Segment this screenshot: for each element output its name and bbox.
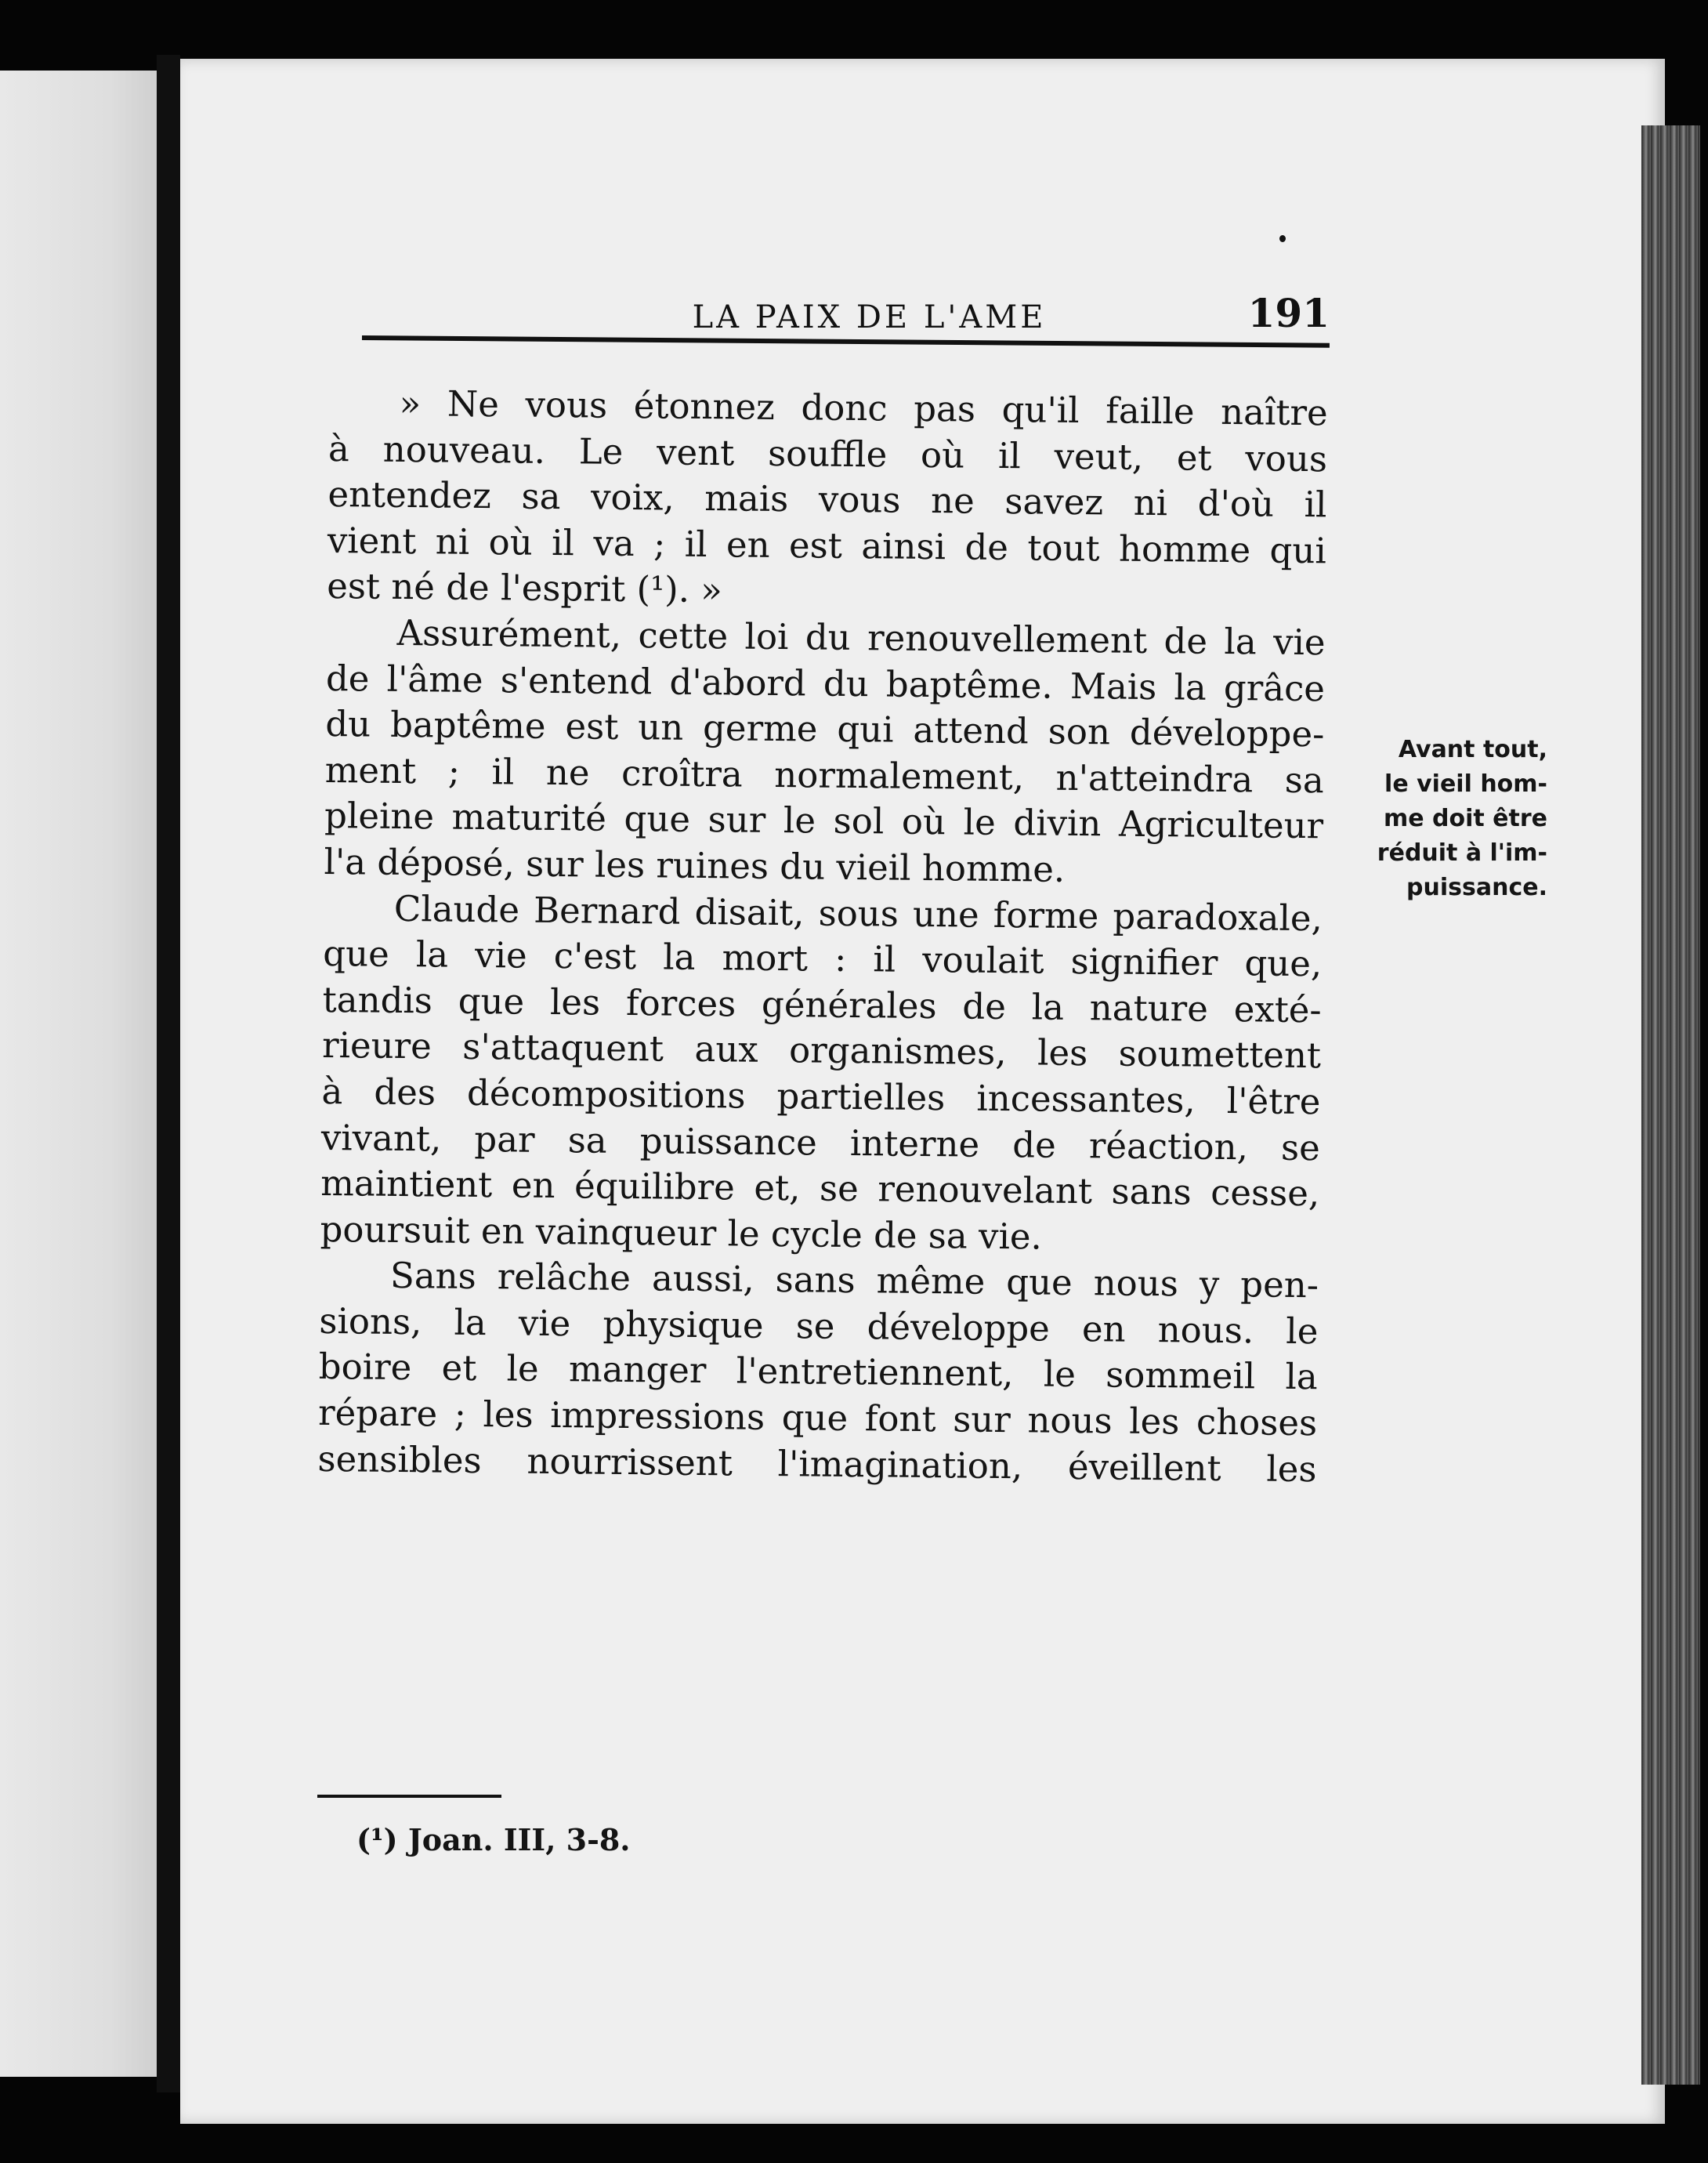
margin-note-line: le vieil hom- — [1384, 770, 1547, 798]
text-line: boire et le manger l'entretiennent, le sommeil la — [318, 1346, 1319, 1398]
text-line: maintient en équilibre et, se renouvelant sans cesse, — [320, 1162, 1320, 1215]
margin-note-line: me doit être — [1383, 805, 1547, 832]
text-line: Assurément, cette loi du renouvellement de la vie — [396, 611, 1326, 664]
page-edges — [1641, 125, 1700, 2085]
text-line: sensibles nourrissent l'imagination, éveillent les — [317, 1437, 1317, 1490]
book-gutter — [157, 55, 180, 2092]
text-line: du baptême est un germe qui attend son développe- — [325, 703, 1325, 755]
ink-speck — [1279, 235, 1286, 242]
margin-note-line: réduit à l'im- — [1377, 839, 1547, 867]
text-line: poursuit en vainqueur le cycle de sa vie. — [320, 1208, 1043, 1258]
text-line: rieure s'attaquent aux organismes, les soumettent — [321, 1024, 1322, 1077]
running-title: LA PAIX DE L'AME — [692, 299, 1047, 335]
text-line: à des décompositions partielles incessantes, l'être — [321, 1070, 1321, 1123]
text-line: tandis que les forces générales de la nature exté- — [322, 978, 1322, 1031]
text-line: à nouveau. Le vent souffle où il veut, et vous — [327, 427, 1328, 480]
text-line: ment ; il ne croîtra normalement, n'atteindra sa — [324, 748, 1325, 802]
text-line: répare ; les impressions que font sur nous les choses — [317, 1391, 1318, 1444]
footnote: (¹) Joan. III, 3-8. — [356, 1822, 631, 1857]
footnote-rule — [317, 1795, 501, 1798]
text-line: Sans relâche aussi, sans même que nous y pen- — [389, 1255, 1319, 1306]
text-line: que la vie c'est la mort : il voulait signifier que, — [323, 933, 1323, 985]
body-text — [317, 380, 1328, 1493]
page-number: 191 — [1247, 290, 1330, 336]
left-page-margin — [0, 71, 157, 2077]
text-line: de l'âme s'entend d'abord du baptême. Mais la grâce — [325, 657, 1326, 709]
margin-note-line: puissance. — [1406, 874, 1547, 901]
text-line: » Ne vous étonnez donc pas qu'il faille naître — [399, 382, 1328, 434]
text-line: Claude Bernard disait, sous une forme paradoxale, — [393, 887, 1323, 939]
margin-note-line: Avant tout, — [1398, 736, 1547, 763]
margin-note — [1328, 733, 1547, 905]
text-line: vient ni où il va ; il en est ainsi de tout homme qui — [327, 519, 1327, 572]
text-line: entendez sa voix, mais vous ne savez ni d'où il — [327, 473, 1327, 526]
text-line: sions, la vie physique se développe en nous. le — [319, 1299, 1319, 1353]
text-line: vivant, par sa puissance interne de réaction, se — [320, 1116, 1321, 1168]
text-line: pleine maturité que sur le sol où le divin Agriculteur — [324, 795, 1324, 847]
text-line: l'a déposé, sur les ruines du vieil homme. — [324, 840, 1066, 890]
text-line: est né de l'esprit (¹). » — [326, 565, 723, 611]
